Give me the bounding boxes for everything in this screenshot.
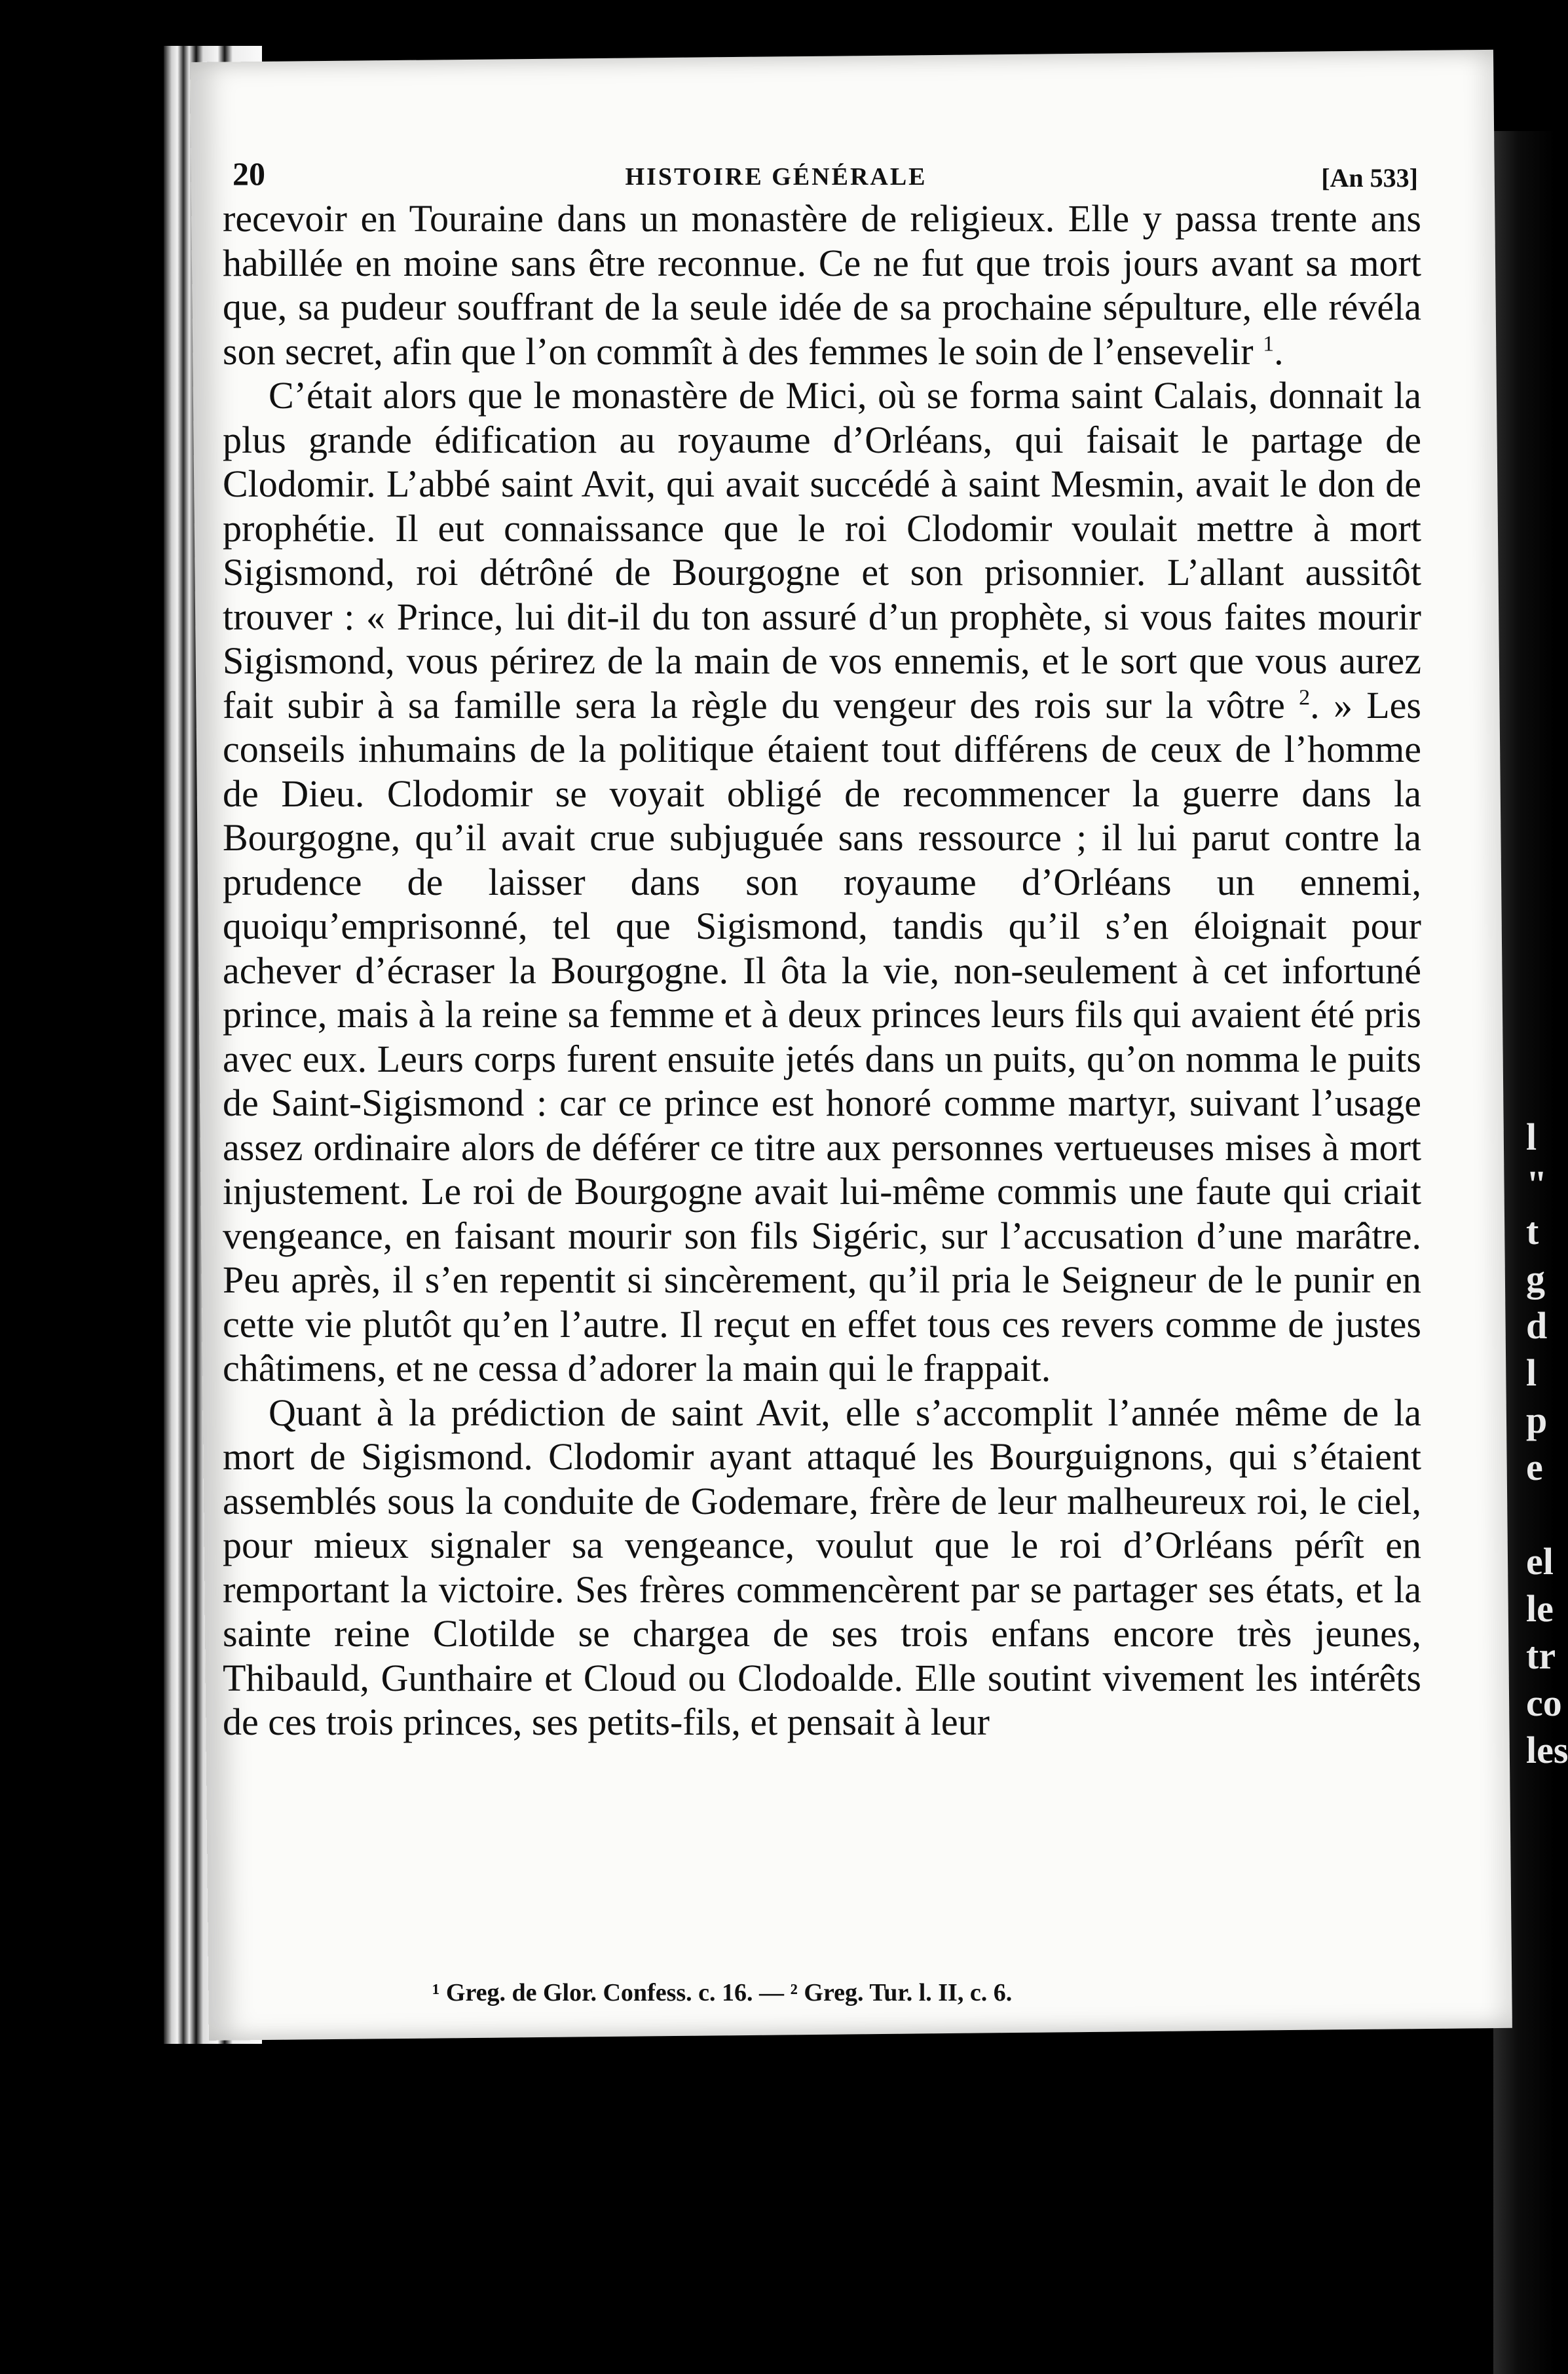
facing-page-line: d (1526, 1304, 1548, 1347)
facing-page-line: e (1526, 1446, 1543, 1488)
facing-page-line: l (1526, 1351, 1537, 1394)
facing-page-line: l (1526, 1116, 1537, 1158)
running-title: HISTOIRE GÉNÉRALE (625, 163, 927, 191)
paragraph (223, 1391, 1421, 1744)
facing-page-line: co (1526, 1682, 1562, 1724)
year-marker: [An 533] (1321, 163, 1418, 193)
facing-page-line: t (1526, 1210, 1539, 1253)
footnote-ref: 2 (1299, 685, 1311, 710)
facing-page-line: el (1526, 1540, 1554, 1583)
paragraph-text: . » Les conseils inhumains de la politique étaient tout différens de ceux de l’homme de Dieu. Clodomir se voyait obligé de recommencer la guerre dans la Bourgogne, qu’il avait crue subjuguée sans ressource ; il lui parut contre la prudence de laisser dans son royaume d’Orléans un ennemi, quoiqu’emprisonné, tel que Sigismond, tandis qu’il s’en éloignait pour achever d’écraser la Bourgogne. Il ôta la vie, non-seulement à cet infortuné prince, mais à la reine sa femme et à deux princes leurs fils qui avaient été pris avec eux. Leurs corps furent ensuite jetés dans un puits, qu’on nomma le puits de Saint-Sigismond : car ce prince est honoré comme martyr, suivant l’usage assez ordinaire alors de déférer ce titre aux personnes vertueuses mises à mort injustement. Le roi de Bourgogne avait lui-même commis une faute qui criait vengeance, en faisant mourir son fils Sigéric, sur l’accusation d’une marâtre. Peu après, il s’en repentit si sincèrement, qu’il pria le Seigneur de le punir en cette vie plutôt qu’en l’autre. Il reçut en effet tous ces revers comme de justes châtimens, et ne cessa d’adorer la main qui le frappait. (223, 683, 1421, 1389)
paragraph (223, 373, 1421, 1391)
footnotes: ¹ Greg. de Glor. Confess. c. 16. — ² Greg. Tur. l. II, c. 6. (432, 1979, 1013, 2007)
page-number: 20 (233, 155, 265, 192)
facing-page-line: tr (1526, 1634, 1556, 1677)
paragraph-text: recevoir en Touraine dans un monastère de religieux. Elle y passa trente ans habillée en moine sans être reconnue. Ce ne fut que trois jours avant sa mort que, sa pudeur souffrant de la seule idée de sa prochaine sépulture, elle révéla son secret, afin que l’on commît à des femmes le soin de l’ensevelir (223, 197, 1421, 373)
facing-page-line: " (1526, 1163, 1548, 1205)
paragraph-text: C’était alors que le monastère de Mici, où se forma saint Calais, donnait la plus grande édification au royaume d’Orléans, qui faisait le partage de Clodomir. L’abbé saint Avit, qui avait succédé à saint Mesmin, avait le don de prophétie. Il eut connaissance que le roi Clodomir voulait mettre à mort Sigismond, roi détrôné de Bourgogne et son prisonnier. L’allant aussitôt trouver : « Prince, lui dit-il du ton assuré d’un prophète, si vous faites mourir Sigismond, vous périrez de la main de vos ennemis, et le sort que vous aurez fait subir à sa famille sera la règle du vengeur des rois sur la vôtre (223, 374, 1421, 726)
facing-page-fragment (1526, 1114, 1568, 2096)
paragraph-text: Quant à la prédiction de saint Avit, elle s’accomplit l’année même de la mort de Sigismond. Clodomir ayant attaqué les Bourguignons, qui s’étaient assemblés sous la conduite de Godemare, frère de leur malheureux roi, le ciel, pour mieux signaler sa vengeance, voulut que le roi d’Orléans pérît en remportant la victoire. Ses frères commencèrent par se partager ses états, et la sainte reine Clotilde se chargea de ses trois enfans encore très jeunes, Thibauld, Gunthaire et Cloud ou Clodoalde. Elle soutint vivement les intérêts de ces trois princes, ses petits-fils, et pensait à leur (223, 1391, 1421, 1743)
facing-page-line: les (1526, 1729, 1568, 1771)
paragraph: recevoir en Touraine dans un monastère de religieux. Elle y passa trente ans habillée en moine sans être reconnue. Ce ne fut que trois jours avant sa mort que, sa pudeur souffrant de la seule idée de sa prochaine sépulture, elle révéla son secret, afin que l’on commît à des femmes le soin de l’ensevelir $^1$. (223, 197, 1421, 373)
facing-page-line (1526, 1491, 1555, 1538)
facing-page-line: g (1526, 1257, 1545, 1300)
page-body (223, 197, 1421, 1744)
footnote-ref: 1 (1263, 331, 1275, 356)
facing-page-line: p (1526, 1399, 1548, 1441)
facing-page-line: le (1526, 1587, 1554, 1630)
